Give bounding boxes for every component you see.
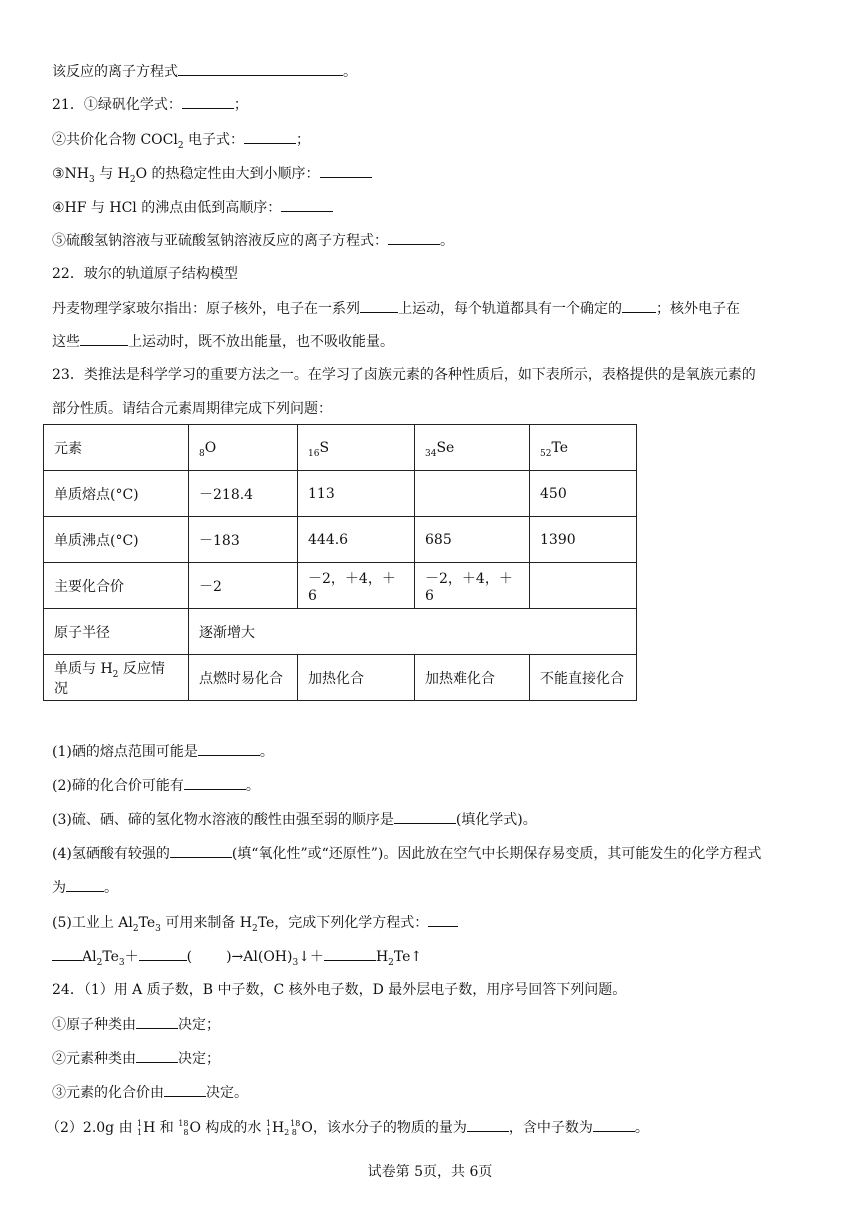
question-24: 24．（1）用 A 质子数，B 中子数，C 核外电子数，D 最外层电子数，用序号回答下列问题。 [52,982,627,998]
answer-blank[interactable] [394,809,456,824]
answer-blank[interactable] [281,197,333,212]
table-cell: 点燃时易化合 [189,655,298,701]
question-23: 23．类推法是科学学习的重要方法之一。在学习了卤族元素的各种性质后，如下表所示，表格提供的是氧族元素的 [52,367,756,383]
page-footer: 试卷第 5页，共 6页 [367,1164,493,1180]
table-cell: $_{52}$Te [530,425,637,471]
table-row [44,425,637,471]
nuclide-index: 1 1 [137,1119,143,1137]
table-cell: $_{16}$S [298,425,415,471]
answer-blank[interactable] [80,331,128,346]
answer-blank[interactable] [324,946,376,961]
table-cell: 单质沸点(°C) [44,517,189,563]
question-22-body-2: 这些 上运动时，既不放出能量，也不吸收能量。 [52,331,394,352]
answer-blank[interactable] [467,1117,509,1132]
table-cell [530,563,637,609]
question-23-2: 部分性质。请结合元素周期律完成下列问题： [52,401,332,417]
table-cell: 元素 [44,425,189,471]
answer-blank[interactable] [428,912,458,927]
answer-blank[interactable] [388,230,440,245]
question-21-5: ⑤硫酸氢钠溶液与亚硫酸氢钠溶液反应的离子方程式： 。 [52,230,454,251]
table-cell: 444.6 [298,517,415,563]
nuclide-index: 1 1 [265,1119,271,1137]
table-cell: 113 [298,471,415,517]
answer-blank[interactable] [182,94,234,109]
answer-blank[interactable] [320,163,372,178]
table-cell: 单质熔点(°C) [44,471,189,517]
table-cell: 原子半径 [44,609,189,655]
answer-blank[interactable] [66,877,104,892]
table-row [44,563,637,609]
question-21: 21．①绿矾化学式： ； [52,94,248,115]
table-cell: 逐渐增大 [189,609,637,655]
table-cell: $_{34}$Se [415,425,530,471]
answer-blank[interactable] [136,1014,178,1029]
question-24-3: ③元素的化合价由 决定。 [52,1082,248,1103]
question-22-body: 丹麦物理学家玻尔指出：原子核外，电子在一系列 上运动，每个轨道都具有一个确定的 ；核外电子在 [52,298,740,319]
table-cell: 1390 [530,517,637,563]
table-cell: 685 [415,517,530,563]
answer-blank[interactable] [136,1048,178,1063]
answer-blank[interactable] [184,775,246,790]
answer-blank[interactable] [593,1117,635,1132]
table-cell: 加热难化合 [415,655,530,701]
table-cell [415,471,530,517]
sub-question-3: (3)硫、硒、碲的氢化物水溶液的酸性由强至弱的顺序是 (填化学式)。 [52,809,537,830]
sub-question-4-cont: 为 。 [52,877,118,898]
table-cell: 单质与 $H_2$ 反应情况 [44,655,189,701]
nuclide-index: 18 8 [178,1119,189,1137]
table-row [44,517,637,563]
question-21-3: $③NH_3$ 与 $H_2O$ 的热稳定性由大到小顺序： [52,163,372,184]
sub-question-4: (4)氢硒酸有较强的 (填“氧化性”或“还原性”)。因此放在空气中长期保存易变质，其可能发生的化学方程式 [52,843,761,864]
answer-blank[interactable] [360,298,398,313]
nuclide-index: 18 2 8 [284,1119,301,1137]
table-cell: $_8$O [189,425,298,471]
question-24-1: ①原子种类由 决定； [52,1014,220,1035]
sub-question-5: (5)工业上 $Al_2Te_3$ 可用来制备 $H_2Te$，完成下列化学方程式： [52,912,458,933]
table-cell: －2 [189,563,298,609]
table-cell: 加热化合 [298,655,415,701]
sub-question-1: (1)硒的熔点范围可能是 。 [52,741,274,762]
table-row [44,655,637,701]
answer-blank[interactable] [52,946,82,961]
answer-blank[interactable] [244,129,296,144]
table-row [44,471,637,517]
answer-blank[interactable] [164,1082,206,1097]
element-table [43,424,637,701]
table-cell: 450 [530,471,637,517]
table-cell: 不能直接化合 [530,655,637,701]
question-22: 22．玻尔的轨道原子结构模型 [52,266,238,282]
answer-blank[interactable] [170,843,232,858]
chemical-equation: $Al_2Te_3+$ ( )$\to Al(OH)_3↓+$ $H_2Te↑$ [52,946,422,967]
answer-blank[interactable] [139,946,187,961]
table-row [44,609,637,655]
table-cell: －183 [189,517,298,563]
answer-blank[interactable] [622,298,656,313]
question-24-2: ②元素种类由 决定； [52,1048,220,1069]
table-cell: －218.4 [189,471,298,517]
text-line: 该反应的离子方程式 。 [52,61,357,82]
table-cell: －2，＋4，＋6 [298,563,415,609]
question-21-2: ②共价化合物 COCl$_2$ 电子式： ； [52,129,310,150]
answer-blank[interactable] [178,61,343,76]
table-cell: 主要化合价 [44,563,189,609]
answer-blank[interactable] [198,741,260,756]
table-cell: －2，＋4，＋6 [415,563,530,609]
question-24-part2: （2）2.0g 由 1 1H 和 18 8O 构成的水 1 1H 18 2 8 O，该水分子的物质的量为 ，含中子数为 。 [46,1119,649,1137]
sub-question-2: (2)碲的化合价可能有 。 [52,775,260,796]
question-21-4: ④HF 与 HCl 的沸点由低到高顺序： [52,197,333,218]
